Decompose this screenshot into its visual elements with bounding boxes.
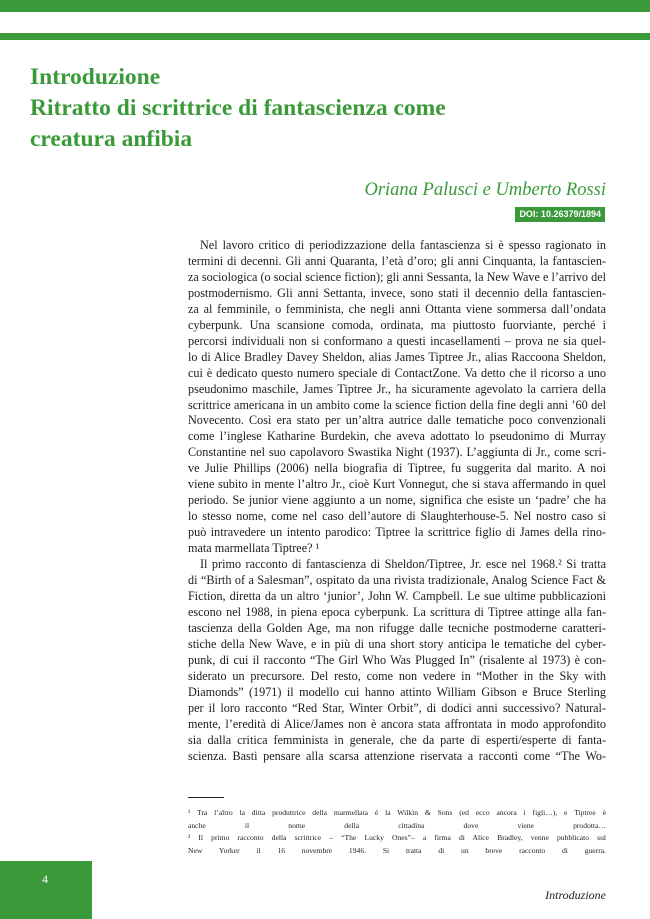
body-line: Constantine nel suo capolavoro Swastika Night (1937). L’aggiunta di Jr., come scri- (188, 445, 606, 460)
top-green-bar (0, 0, 650, 12)
body-line: scienza. Basti pensare alla scarsa attenzione riservata a racconti come “The Wo- (188, 748, 606, 763)
body-line: Il primo racconto di fantascienza di Sheldon/Tiptree, Jr. esce nel 1968.² Si tratta (200, 557, 606, 572)
body-line: viene subito in mente l’altro Jr., cioè Kurt Vonnegut, che si stava affermando in quel (188, 477, 606, 492)
body-text (188, 238, 606, 764)
body-line: Nel lavoro critico di periodizzazione della fantascienza si è spesso ragionato in (200, 238, 606, 252)
body-line: mente, l’eredità di Alice/James non è ancora stata affrontata in modo approfondito (188, 716, 606, 731)
body-line: cyberpunk. Una scansione comoda, ordinata, ma piuttosto fuorviante, perché i (188, 317, 606, 332)
body-line: lo di Alice Bradley Davey Sheldon, alias James Tiptree Jr., alias Raccoona Sheldon, (188, 349, 606, 364)
body-line: pseudonimo maschile, James Tiptree Jr., ha sicuramente agevolato la carriera della (188, 381, 606, 396)
running-footer: Introduzione (545, 888, 606, 902)
page-title (30, 62, 620, 155)
body-line: sia dalla critica femminista in generale, che da parte di esperti/esperte di fanta- (188, 732, 606, 747)
body-line: Fiction, diretta da un altro ‘junior’, John W. Campbell. Le sue ultime pubblicazioni (188, 588, 606, 603)
body-line: ve Julie Phillips (2006) nella biografia di Tiptree, fu suggerita dal marito. A noi (188, 461, 606, 476)
page-number-box (0, 861, 92, 919)
authors: Oriana Palusci e Umberto Rossi (364, 180, 606, 200)
body-line: scrittrice americana in un ambito come la science fiction della fine degli anni ’60 del (188, 397, 606, 412)
body-line: za sociologica (o social science fiction); gli anni Sessanta, la New Wave e l’arrivo del (188, 269, 606, 284)
body-line: tascienza della Golden Age, ma non rifugge dalle tecniche postmoderne caratteri- (188, 620, 606, 635)
body-line: come l’inglese Katharine Burdekin, che aveva adottato lo pseudonimo di Murray (188, 429, 606, 444)
body-line: mata marmellata Tiptree? ¹ (188, 541, 320, 556)
body-line: Novecento. Così era stato per un’altra autrice dalle tematiche poco convenzionali (188, 413, 606, 428)
title-line: creatura anfibia (30, 126, 193, 152)
title-line: Introduzione (30, 64, 161, 90)
body-line: termini di decenni. Gli anni Quaranta, l’età d’oro; gli anni Cinquanta, la fantascien- (188, 253, 606, 268)
footnote-separator (188, 797, 224, 798)
body-line: può intravedere un intento parodico: Tiptree la scrittrice figlio di James della rino- (188, 525, 606, 540)
body-line: cui è dedicato questo numero speciale di ContactZone. Va detto che il ricorso a uno (188, 365, 606, 380)
body-line: siderato un precursore. Del resto, come non vedere in “Mother in the Sky with (188, 668, 606, 683)
body-line: lo stesso nome, come nel caso dell’autore di Slaughterhouse-5. Nel nostro caso si (188, 509, 606, 524)
body-line: stiche della New Wave, e in più di una short story anticipa le tematiche del cyber- (188, 636, 606, 651)
body-line: punk, di cui il racconto “The Girl Who Was Plugged In” (risalente al 1973) è con- (188, 652, 606, 667)
body-line: postmodernismo. Gli anni Settanta, invece, sono stati il decennio della fantascien- (188, 285, 606, 300)
footnote-line: anche il nome della cittadina dove viene prodotta… (188, 820, 606, 830)
doi-badge[interactable]: DOI: 10.26379/1894 (515, 207, 605, 222)
top-green-rule (0, 33, 650, 40)
body-line: per il loro racconto “Red Star, Winter Orbit”, di dodici anni successivo? Natural- (188, 700, 606, 715)
footnote-line: ² Il primo racconto della scrittrice – “The Lucky Ones”– a firma di Alice Bradley, venne pubblicato sul (188, 833, 606, 842)
footnotes (188, 807, 606, 857)
page-number: 4 (42, 872, 48, 886)
body-line: escono nel 1988, in piena epoca cyberpunk. La scrittura di Tiptree attinge alla fan- (188, 604, 606, 619)
body-line: di “Birth of a Salesman”, ospitato da una rivista tradizionale, Analog Science Fact & (188, 573, 606, 588)
body-line: percorsi individuali non si conformano a questi incasellamenti – prova ne sia quel- (188, 333, 606, 348)
footnote-line: New Yorker il 16 novembre 1946. Si tratta di un breve racconto di guerra. (188, 845, 606, 855)
footnote-line: ¹ Tra l’altro la ditta produttrice della marmellata è la Wilkin & Sons (ed ecco ancora i figli…), e Tiptree è (188, 808, 606, 817)
body-line: periodo. Se junior viene aggiunto a un nome, significa che esiste un ‘padre’ che ha (188, 493, 606, 508)
body-line: Diamonds” (1971) il modello cui hanno attinto William Gibson e Bruce Sterling (188, 684, 606, 699)
title-line: Ritratto di scrittrice di fantascienza come (30, 95, 446, 121)
body-line: za al femminile, o femminista, che negli anni Ottanta viene sommersa dall’ondata (188, 301, 606, 316)
